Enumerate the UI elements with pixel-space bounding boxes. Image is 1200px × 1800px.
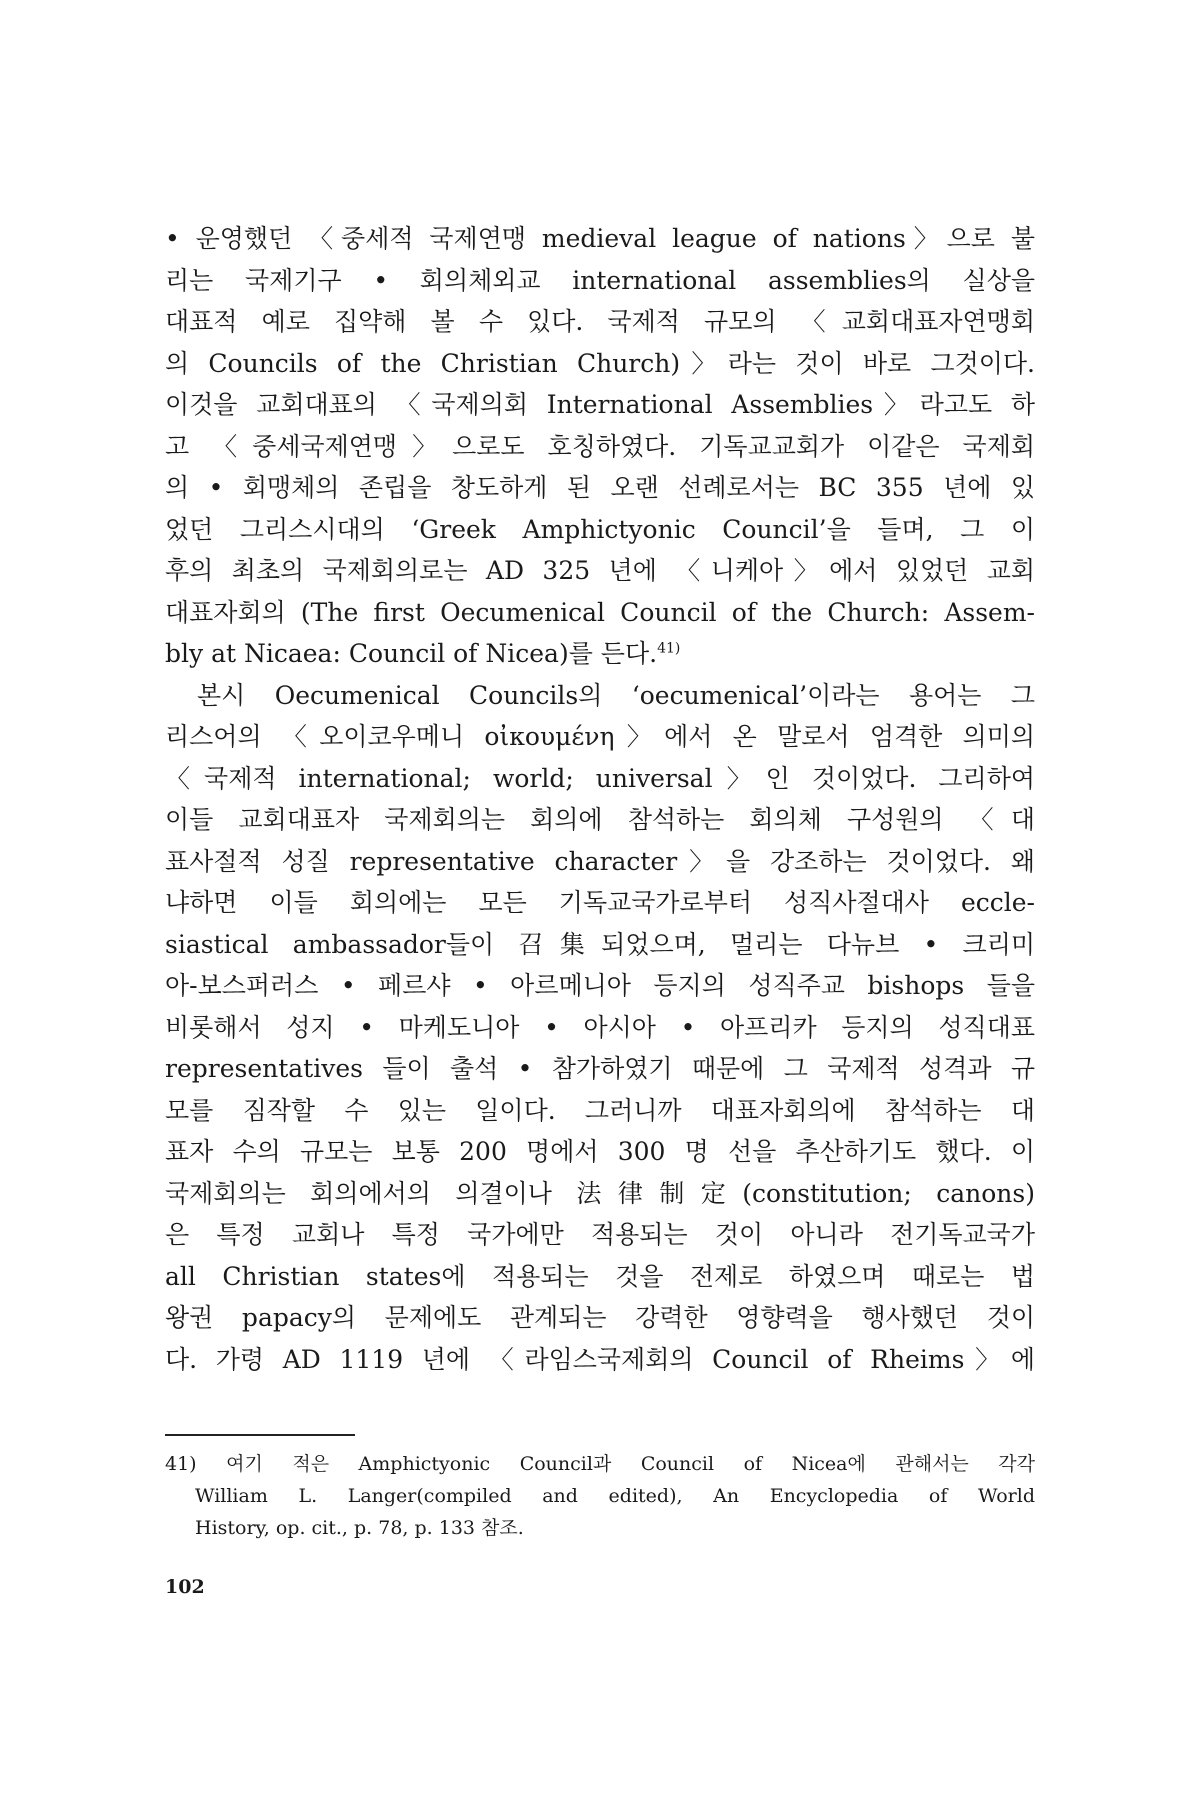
- text-line: representatives 들이 출석 • 참가하였기 때문에 그 국제적 성격과 규: [165, 1054, 1035, 1083]
- text-line: 비롯해서 성지 • 마케도니아 • 아시아 • 아프리카 등지의 성직대표: [165, 1012, 1035, 1042]
- text-line: 대표적 예로 집약해 볼 수 있다. 국제적 규모의 〈교회대표자연맹회: [165, 307, 1035, 336]
- page-number: 102: [165, 1576, 205, 1598]
- footnote-line: History, op. cit., p. 78, p. 133 참조.: [195, 1517, 524, 1539]
- text-line: 〈국제적 international; world; universal〉인 것이었다. 그리하여: [165, 763, 1035, 793]
- text-line: [165, 633, 1035, 675]
- text-line: 왕권 papacy의 문제에도 관계되는 강력한 영향력을 행사했던 것이: [165, 1303, 1035, 1332]
- text-line-content: bly at Nicaea: Council of Nicea)를 든다.: [165, 639, 658, 668]
- text-line: all Christian states에 적용되는 것을 전제로 하였으며 때로는 법: [165, 1261, 1035, 1291]
- text-line: 표사절적 성질 representative character〉을 강조하는 것이었다. 왜: [165, 846, 1035, 876]
- text-line: 었던 그리스시대의 ‘Greek Amphictyonic Council’을 들며, 그 이: [165, 514, 1035, 544]
- text-line: 이것을 교회대표의 〈국제의회 International Assemblies〉라고도 하: [165, 390, 1035, 419]
- footnote-reference[interactable]: 41): [657, 640, 681, 657]
- text-line: 리는 국제기구 • 회의체외교 international assemblies의 실상을: [165, 265, 1035, 295]
- text-line: 리스어의 〈오이코우메니 οἰκουμένη〉에서 온 말로서 엄격한 의미의: [165, 722, 1035, 751]
- text-line: 본시 Oecumenical Councils의 ‘oecumenical’이라는 용어는 그: [197, 680, 1035, 710]
- text-line: 냐하면 이들 회의에는 모든 기독교국가로부터 성직사절대사 eccle-: [165, 888, 1035, 917]
- footnote-line: 41) 여기 적은 Amphictyonic Council과 Council of Nicea에 관해서는 각각: [165, 1453, 1035, 1475]
- text-line: 표자 수의 규모는 보통 200 명에서 300 명 선을 추산하기도 했다. 이: [165, 1137, 1035, 1166]
- main-text: [165, 218, 1035, 1380]
- text-line: 의 Councils of the Christian Church)〉라는 것이 바로 그것이다.: [165, 348, 1035, 378]
- text-line: 국제회의는 회의에서의 의결이나 法律制定(constitution; canons): [165, 1178, 1035, 1208]
- text-line: 의 • 회맹체의 존립을 창도하게 된 오랜 선례로서는 BC 355 년에 있: [165, 473, 1035, 502]
- footnote-divider: [165, 1434, 355, 1436]
- text-line: siastical ambassador들이 召集되었으며, 멀리는 다뉴브 • 크리미: [165, 929, 1035, 959]
- text-line: 아-보스퍼러스 • 페르샤 • 아르메니아 등지의 성직주교 bishops 들을: [165, 971, 1035, 1000]
- footnote-line: William L. Langer(compiled and edited), An Encyclopedia of World: [195, 1485, 1035, 1507]
- footnote: [165, 1448, 1035, 1544]
- text-line: 다. 가령 AD 1119 년에 〈라임스국제회의 Council of Rheims〉에: [165, 1344, 1035, 1374]
- text-line: 후의 최초의 국제회의로는 AD 325 년에 〈니케아〉에서 있었던 교회: [165, 556, 1035, 585]
- text-line: 고 〈중세국제연맹〉으로도 호칭하였다. 기독교교회가 이같은 국제회: [165, 431, 1035, 461]
- text-line: 대표자회의 (The first Oecumenical Council of the Church: Assem-: [165, 597, 1035, 627]
- text-line: 은 특정 교회나 특정 국가에만 적용되는 것이 아니라 전기독교국가: [165, 1220, 1035, 1249]
- text-line: • 운영했던 〈중세적 국제연맹 medieval league of nations〉으로 불: [165, 224, 1035, 253]
- text-line: 모를 짐작할 수 있는 일이다. 그러니까 대표자회의에 참석하는 대: [165, 1095, 1035, 1125]
- text-line: 이들 교회대표자 국제회의는 회의에 참석하는 회의체 구성원의 〈대: [165, 805, 1035, 834]
